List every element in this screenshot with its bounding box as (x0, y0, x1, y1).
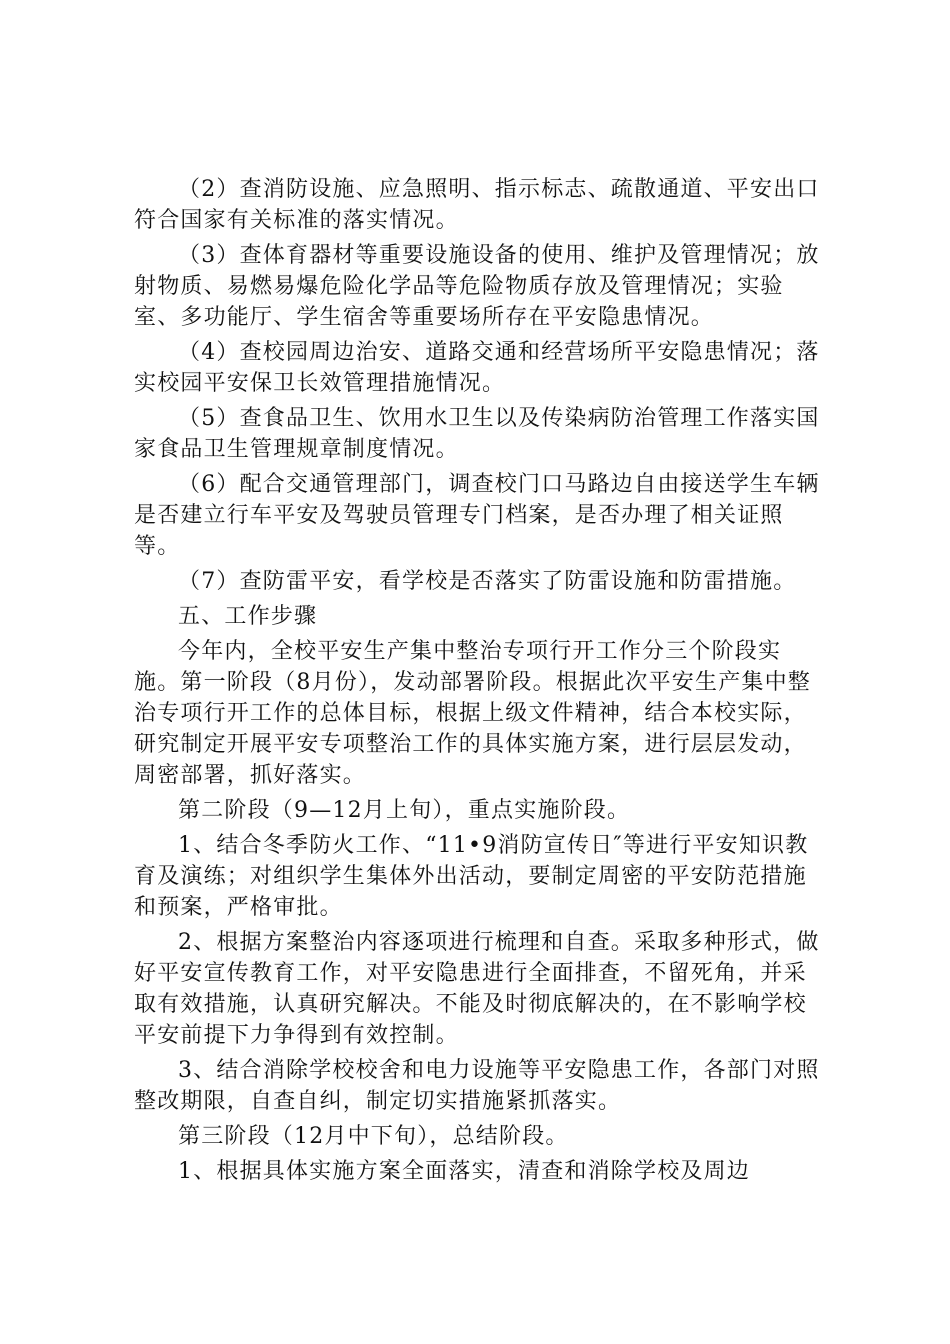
paragraph-lightning-protection: （7）查防雷平安，看学校是否落实了防雷设施和防雷措施。 (178, 569, 797, 594)
paragraph-check-food-hygiene: （5）查食品卫生、饮用水卫生以及传染病防治管理工作落实国家食品卫生管理规章制度情况。 (134, 406, 820, 462)
paragraph-check-campus-surroundings: （4）查校园周边治安、道路交通和经营场所平安隐患情况；落实校园平安保卫长效管理措施情况。 (134, 340, 820, 396)
paragraph-phase-two-item-2: 2、根据方案整治内容逐项进行梳理和自查。采取多种形式，做好平安宣传教育工作，对平安隐患进行全面排查，不留死角，并采取有效措施，认真研究解决。不能及时彻底解决的，在不影响学校平安前提下力争得到有效控制。 (134, 930, 820, 1048)
paragraph-phase-one: 今年内，全校平安生产集中整治专项行开工作分三个阶段实施。第一阶段（8月份），发动部署阶段。根据此次平安生产集中整治专项行开工作的总体目标，根据上级文件精神，结合本校实际，研究制定开展平安专项整治工作的具体实施方案，进行层层发动，周密部署，抓好落实。 (134, 639, 811, 788)
paragraph-traffic-cooperation: （6）配合交通管理部门，调查校门口马路边自由接送学生车辆是否建立行车平安及驾驶员管理专门档案，是否办理了相关证照等。 (134, 472, 820, 559)
paragraph-phase-three-item-1: 1、根据具体实施方案全面落实，清查和消除学校及周边 (178, 1159, 750, 1184)
paragraph-check-fire-facilities: （2）查消防设施、应急照明、指示标志、疏散通道、平安出口符合国家有关标准的落实情况。 (134, 177, 820, 233)
document-body (134, 174, 824, 1191)
paragraph-phase-two-title: 第二阶段（9—12月上旬），重点实施阶段。 (178, 798, 631, 823)
paragraph-phase-three-title: 第三阶段（12月中下旬），总结阶段。 (178, 1124, 569, 1149)
paragraph-phase-two-item-1: 1、结合冬季防火工作、“11•9消防宣传日″等进行平安知识教育及演练；对组织学生集体外出活动，要制定周密的平安防范措施和预案，严格审批。 (134, 833, 809, 920)
section-heading-work-steps: 五、工作步骤 (178, 604, 318, 629)
paragraph-check-sports-equipment: （3）查体育器材等重要设施设备的使用、维护及管理情况；放射物质、易燃易爆危险化学品等危险物质存放及管理情况；实验室、多功能厅、学生宿舍等重要场所存在平安隐患情况。 (134, 243, 820, 330)
paragraph-phase-two-item-3: 3、结合消除学校校舍和电力设施等平安隐患工作，各部门对照整改期限，自查自纠，制定切实措施紧抓落实。 (134, 1058, 820, 1114)
